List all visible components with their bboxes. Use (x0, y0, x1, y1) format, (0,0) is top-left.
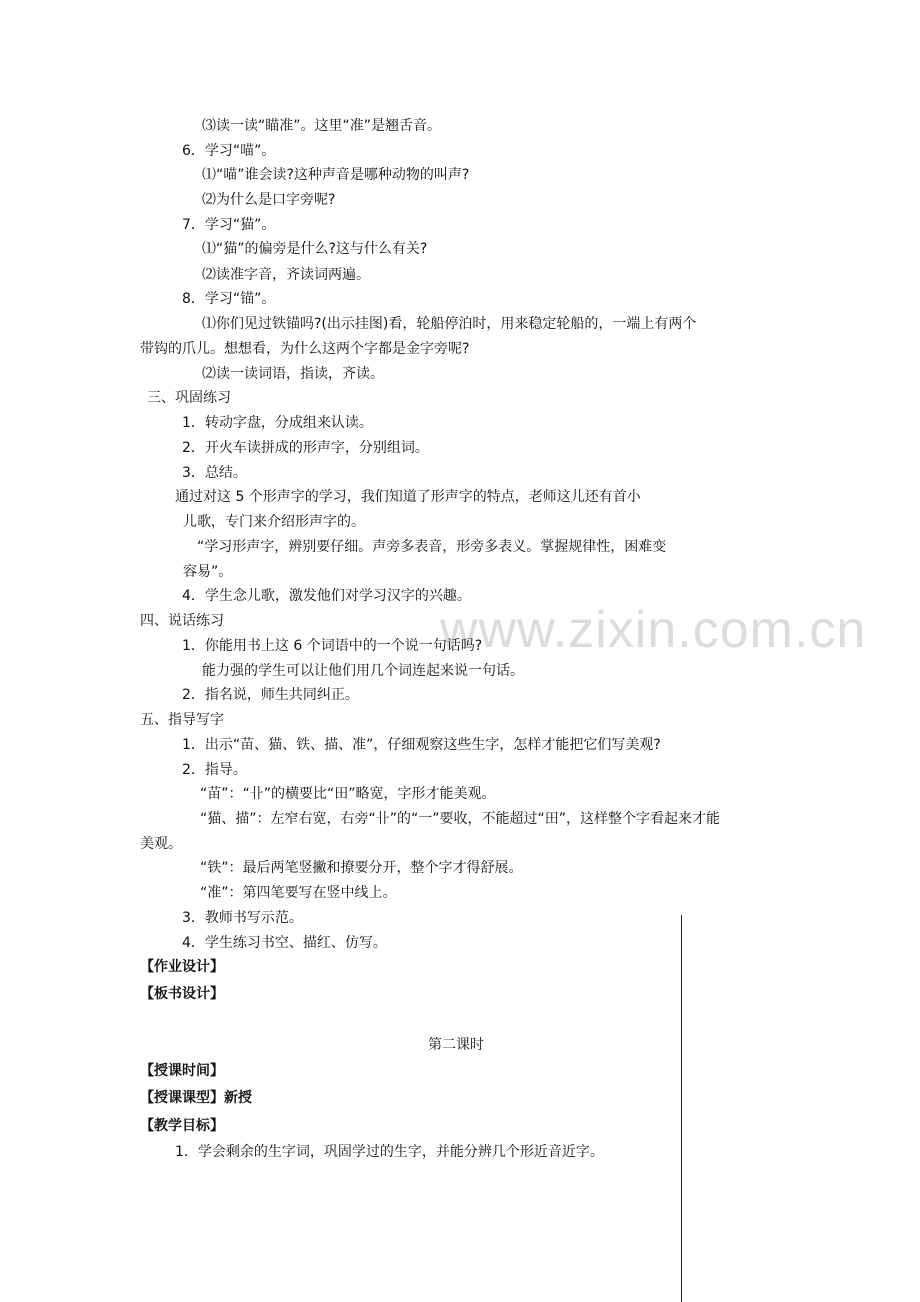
board-design-heading: 【板书设计】 (140, 986, 224, 1002)
text-line: ⑵为什么是口字旁呢? (202, 192, 336, 208)
text-line: 2．指导。 (182, 762, 247, 778)
step-heading: 6．学习“喵”。 (182, 143, 276, 159)
step-heading: 7．学习“猫”。 (182, 217, 276, 233)
text-line: “苗”：“卝”的横要比“田”略宽，字形才能美观。 (200, 786, 496, 802)
text-line: 美观。 (140, 836, 182, 852)
text-line: 儿歌，专门来介绍形声字的。 (183, 514, 365, 530)
text-line: “铁”：最后两笔竖撇和撩要分开，整个字才得舒展。 (200, 860, 523, 876)
text-line: 1．你能用书上这 6 个词语中的一个说一句话吗? (182, 638, 483, 654)
text-line: ⑴“喵”谁会读?这种声音是哪种动物的叫声? (202, 167, 470, 183)
text-line: 4．学生念儿歌，激发他们对学习汉字的兴趣。 (182, 588, 471, 604)
lesson-title: 第二课时 (428, 1037, 484, 1053)
text-line: ⑴“猫”的偏旁是什么?这与什么有关? (202, 241, 428, 257)
text-line: “准”：第四笔要写在竖中线上。 (200, 885, 397, 901)
text-line: 3．教师书写示范。 (182, 910, 303, 926)
text-line: ⑶读一读“瞄准”。这里“准”是翘舌音。 (202, 118, 442, 134)
text-line: ⑵读准字音，齐读词两遍。 (202, 267, 370, 283)
text-line: “猫、描”：左窄右宽，右旁“卝”的“一”要收，不能超过“田”，这样整个字看起来才能 (200, 811, 721, 827)
text-line: 3．总结。 (182, 465, 247, 481)
text-line: 通过对这 5 个形声字的学习，我们知道了形声字的特点，老师这儿还有首小 (175, 489, 641, 505)
text-line: 容易”。 (183, 564, 233, 580)
class-time-heading: 【授课时间】 (140, 1063, 224, 1079)
text-line: 2．开火车读拼成的形声字，分别组词。 (182, 440, 429, 456)
homework-design-heading: 【作业设计】 (140, 959, 224, 975)
text-line: 4．学生练习书空、描红、仿写。 (182, 935, 387, 951)
text-line: 1．转动字盘，分成组来认读。 (182, 415, 373, 431)
teaching-goals-heading: 【教学目标】 (140, 1118, 224, 1134)
text-line: 1．学会剩余的生字词，巩固学过的生字，并能分辨几个形近音近字。 (175, 1144, 604, 1160)
table-border-line (681, 915, 682, 1302)
text-line: 能力强的学生可以让他们用几个词连起来说一句话。 (202, 663, 524, 679)
text-line: 带钩的爪儿。想想看，为什么这两个字都是金字旁呢? (140, 341, 470, 357)
text-line: 1．出示“苗、猫、铁、描、准”，仔细观察这些生字，怎样才能把它们写美观? (182, 737, 661, 753)
section-heading: 五、指导写字 (140, 712, 224, 728)
text-line: ⑴你们见过铁锚吗?(出示挂图)看，轮船停泊时，用来稳定轮船的，一端上有两个 (202, 316, 697, 332)
text-line: 2．指名说，师生共同纠正。 (182, 687, 359, 703)
class-type-heading: 【授课课型】新授 (140, 1090, 252, 1106)
step-heading: 8．学习“锚”。 (182, 291, 276, 307)
text-line: ⑵读一读词语，指读，齐读。 (202, 366, 384, 382)
watermark: www.zixin.com.cn (440, 601, 867, 659)
section-heading: 三、巩固练习 (147, 390, 231, 406)
text-line: “学习形声字，辨别要仔细。声旁多表音，形旁多表义。掌握规律性，困难变 (197, 539, 667, 555)
section-heading: 四、说话练习 (140, 613, 224, 629)
